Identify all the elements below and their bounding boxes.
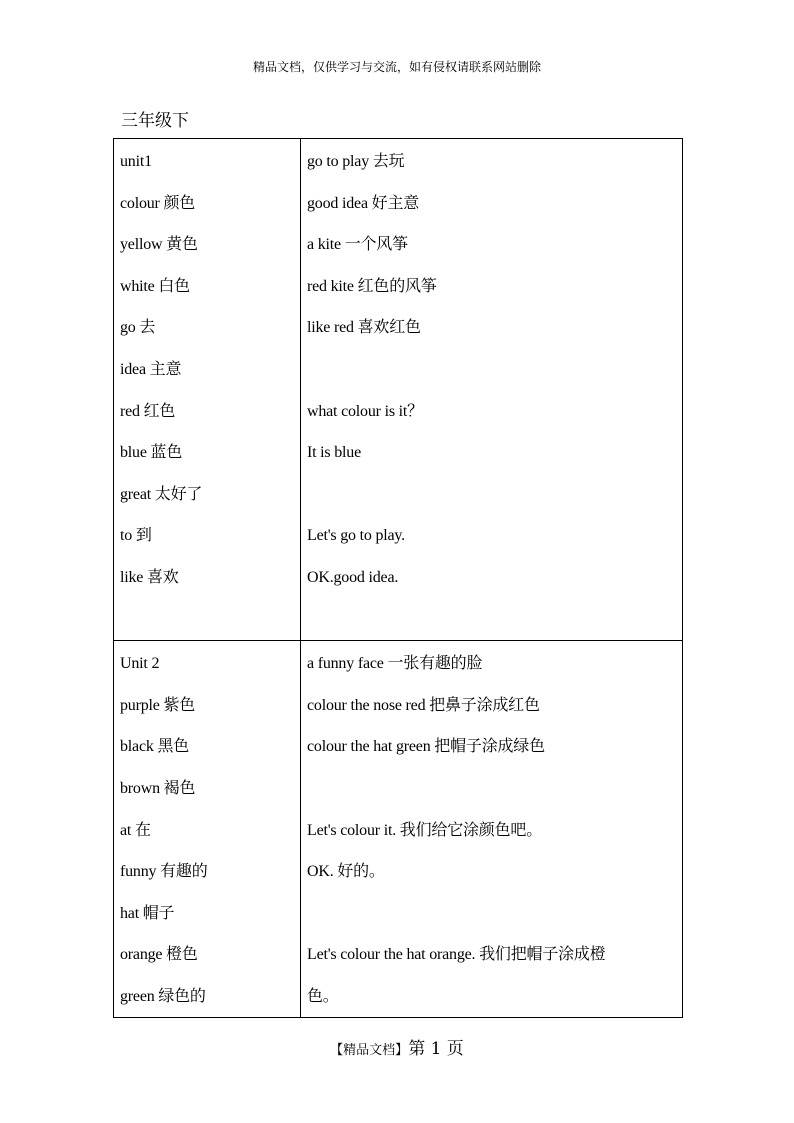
unit2-word-line: orange 橙色	[120, 946, 198, 964]
unit2-words-cell	[114, 641, 301, 1018]
unit1-phrase-line: good idea 好主意	[307, 194, 420, 212]
unit1-phrase-line: It is blue	[307, 444, 361, 462]
unit2-phrases-cell	[301, 641, 683, 1018]
unit1-word-line: go 去	[120, 319, 156, 337]
unit1-phrases-cell	[301, 139, 683, 641]
unit2-word-line: brown 褐色	[120, 779, 196, 797]
unit2-phrase-line: colour the nose red 把鼻子涂成红色	[307, 696, 540, 714]
unit2-phrase-line	[307, 893, 676, 935]
unit2-word-line: funny 有趣的	[120, 863, 208, 881]
unit2-phrase-line: OK. 好的。	[307, 863, 385, 881]
unit2-phrase-line: Let's colour it. 我们给它涂颜色吧。	[307, 821, 542, 839]
unit1-word-line: like 喜欢	[120, 568, 179, 586]
unit1-word-line: to 到	[120, 527, 152, 545]
unit1-phrase-line: a kite 一个风筝	[307, 236, 408, 254]
unit1-word-line: idea 主意	[120, 360, 182, 378]
unit1-phrase-line	[307, 599, 676, 641]
table-row-unit2	[114, 641, 683, 1018]
unit1-phrase-line	[307, 349, 676, 391]
table-row-unit1	[114, 139, 683, 641]
unit2-word-line: black 黑色	[120, 738, 190, 756]
page-header: 精品文档，仅供学习与交流，如有侵权请联系网站删除	[252, 60, 541, 74]
unit1-phrase-line: red kite 红色的风筝	[307, 277, 437, 295]
unit2-word-line: Unit 2	[120, 655, 160, 673]
unit1-word-line: great 太好了	[120, 485, 203, 503]
unit1-phrase-line: Let's go to play.	[307, 527, 405, 545]
document-title: 三年级下	[121, 111, 189, 131]
unit2-phrase-line	[307, 768, 676, 810]
unit2-word-line: green 绿色的	[120, 987, 206, 1005]
unit1-phrase-line: what colour is it？	[307, 402, 423, 420]
unit1-word-line	[120, 599, 294, 641]
unit1-phrase-line: OK.good idea.	[307, 568, 399, 586]
unit1-word-line: white 白色	[120, 277, 190, 295]
page-footer	[0, 1034, 794, 1059]
unit1-phrase-line: go to play 去玩	[307, 153, 405, 170]
unit1-word-line: colour 颜色	[120, 194, 196, 212]
unit1-word-line: unit1	[120, 153, 152, 170]
page-number: 第 1 页	[408, 1039, 464, 1059]
unit2-word-line: purple 紫色	[120, 696, 196, 714]
unit1-phrase-line	[307, 474, 676, 516]
vocabulary-table	[113, 138, 683, 1018]
unit1-word-line: red 红色	[120, 402, 176, 420]
unit2-word-line: at 在	[120, 821, 151, 839]
unit1-phrase-line: like red 喜欢红色	[307, 319, 421, 337]
unit2-phrase-line: Let's colour the hat orange. 我们把帽子涂成橙	[307, 946, 606, 964]
unit1-words-cell	[114, 139, 301, 641]
unit1-word-line: blue 蓝色	[120, 444, 183, 462]
unit2-word-line: hat 帽子	[120, 904, 175, 922]
unit2-phrase-line: a funny face 一张有趣的脸	[307, 655, 483, 673]
unit2-phrase-line: 色。	[307, 987, 339, 1005]
footer-tag: 【精品文档】	[330, 1043, 409, 1058]
unit1-word-line: yellow 黄色	[120, 236, 198, 254]
unit2-phrase-line: colour the hat green 把帽子涂成绿色	[307, 738, 545, 756]
